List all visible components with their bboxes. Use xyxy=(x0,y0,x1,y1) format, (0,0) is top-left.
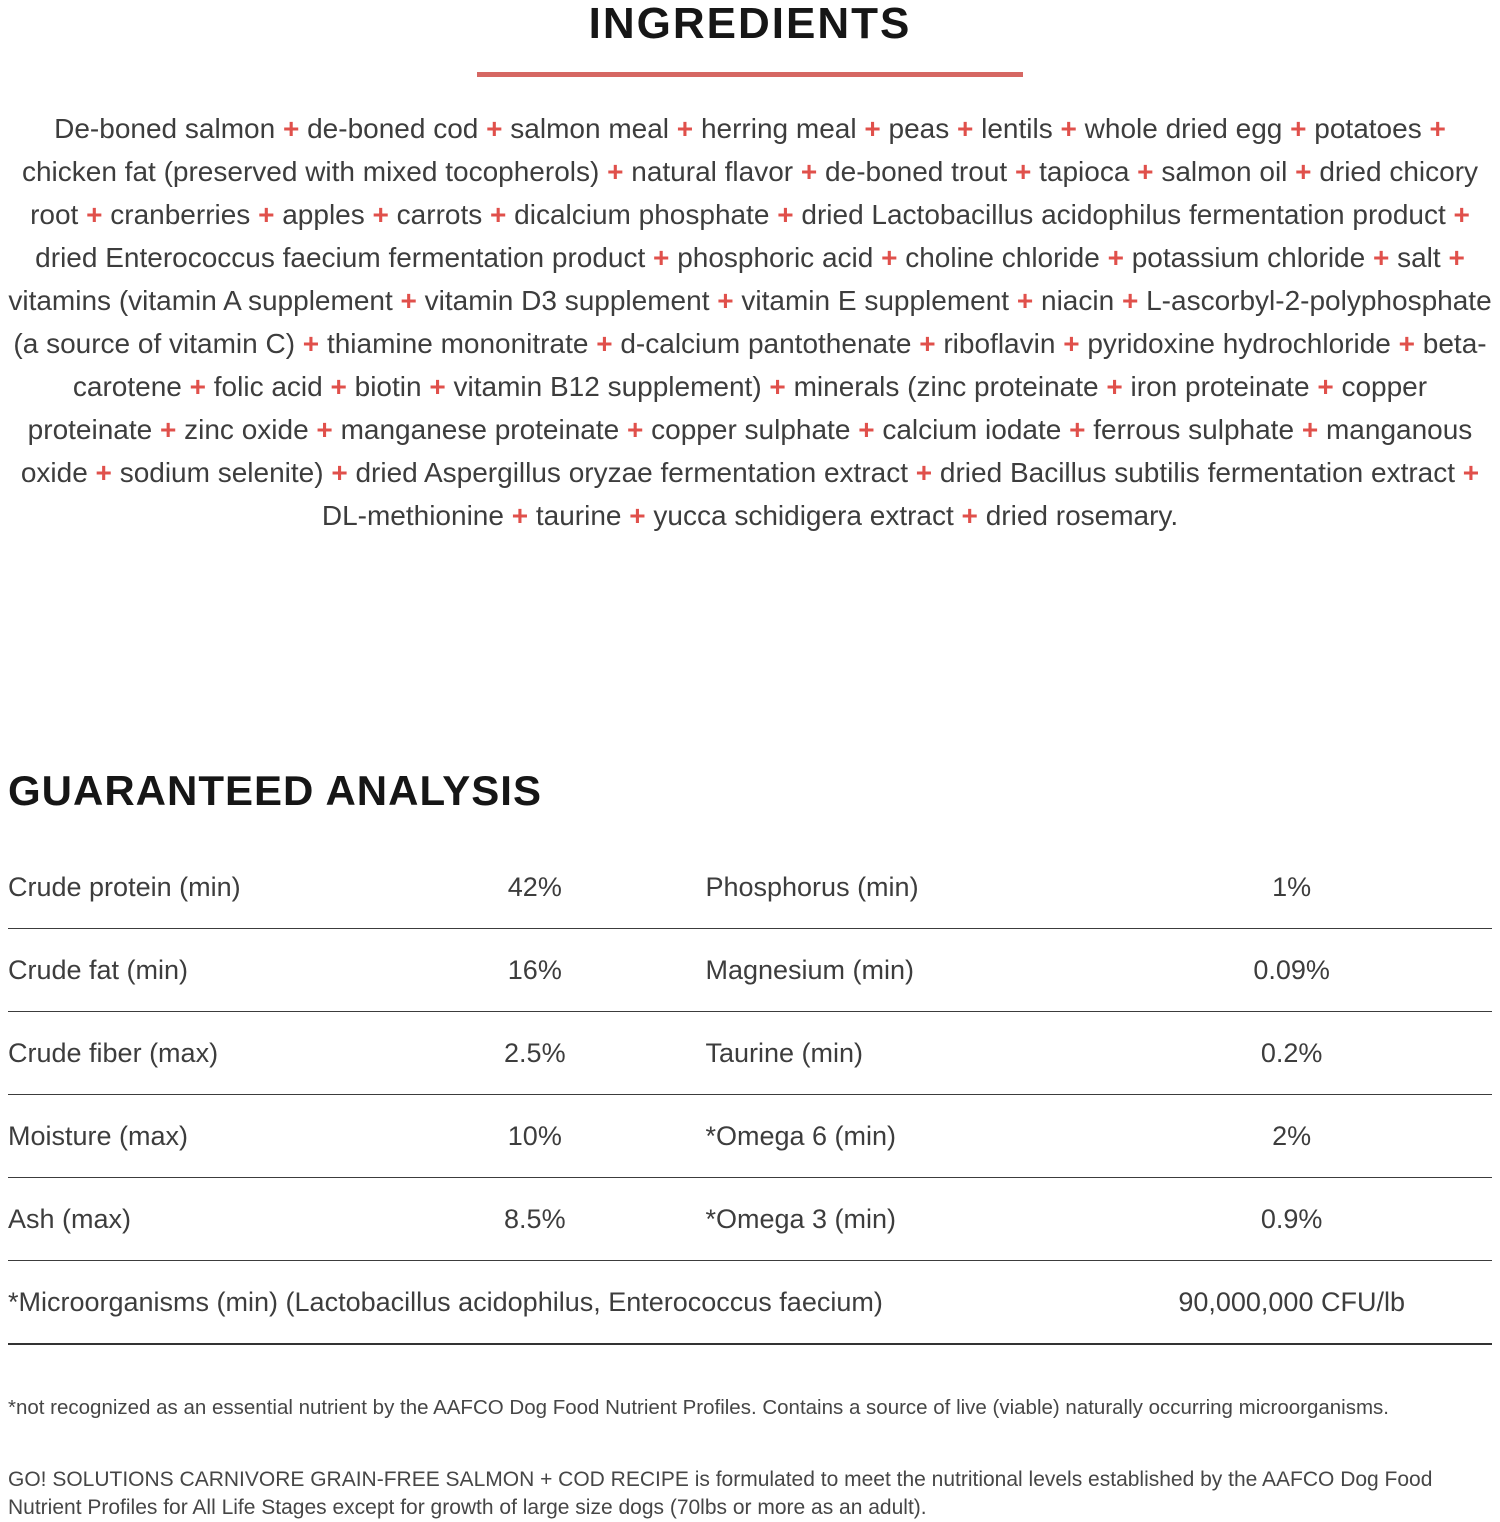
plus-separator: + xyxy=(308,414,341,445)
ingredient-item: biotin xyxy=(354,371,422,402)
plus-separator: + xyxy=(1309,371,1342,402)
plus-separator: + xyxy=(1098,371,1131,402)
table-row xyxy=(8,1095,1492,1178)
table-row xyxy=(8,846,1492,929)
nutrient-label: *Omega 3 (min) xyxy=(705,1203,897,1234)
ingredient-item: zinc oxide xyxy=(184,414,309,445)
nutrient-label: Crude fat (min) xyxy=(8,954,189,985)
microorganisms-label: *Microorganisms (min) (Lactobacillus acidophilus, Enterococcus faecium) xyxy=(8,1286,883,1317)
ingredient-item: riboflavin xyxy=(943,328,1056,359)
plus-separator: + xyxy=(793,156,826,187)
ingredient-item: folic acid xyxy=(213,371,323,402)
plus-separator: + xyxy=(364,199,397,230)
plus-separator: + xyxy=(621,500,654,531)
plus-separator: + xyxy=(1007,156,1040,187)
table-row xyxy=(8,929,1492,1012)
table-row xyxy=(8,1178,1492,1261)
nutrient-label: Magnesium (min) xyxy=(705,954,915,985)
ingredient-item: De-boned salmon xyxy=(54,113,276,144)
plus-separator: + xyxy=(1287,156,1320,187)
ingredient-item: d-calcium pantothenate xyxy=(620,328,912,359)
ingredient-item: lentils xyxy=(981,113,1053,144)
microorganisms-row xyxy=(8,1261,1492,1345)
ingredient-item: carrots xyxy=(396,199,483,230)
nutrient-label: Taurine (min) xyxy=(705,1037,864,1068)
ingredient-item: salmon oil xyxy=(1161,156,1288,187)
plus-separator: + xyxy=(949,113,982,144)
heading-underline xyxy=(477,72,1023,77)
ingredient-item: natural flavor xyxy=(631,156,794,187)
ingredient-item: potassium chloride xyxy=(1131,242,1366,273)
nutrient-label: Moisture (max) xyxy=(8,1120,189,1151)
plus-separator: + xyxy=(503,500,536,531)
ingredient-item: peas xyxy=(888,113,950,144)
ingredient-item: herring meal xyxy=(700,113,857,144)
plus-separator: + xyxy=(599,156,632,187)
ingredient-item: dried chicory root xyxy=(30,156,1479,230)
ingredient-item: dicalcium phosphate xyxy=(514,199,770,230)
plus-separator: + xyxy=(761,371,794,402)
plus-separator: + xyxy=(152,414,185,445)
plus-separator: + xyxy=(1114,285,1147,316)
plus-separator: + xyxy=(392,285,425,316)
ingredient-item: cranberries xyxy=(110,199,251,230)
ingredient-item: minerals (zinc proteinate xyxy=(793,371,1099,402)
ingredient-item: tapioca xyxy=(1039,156,1130,187)
plus-separator: + xyxy=(619,414,652,445)
plus-separator: + xyxy=(850,414,883,445)
plus-separator: + xyxy=(1445,199,1470,230)
plus-separator: + xyxy=(1365,242,1398,273)
ingredient-item: manganese proteinate xyxy=(340,414,620,445)
plus-separator: + xyxy=(1455,457,1480,488)
nutrient-value: 10% xyxy=(507,1120,562,1151)
plus-separator: + xyxy=(911,328,944,359)
nutrient-value: 2% xyxy=(1272,1120,1312,1151)
ingredient-item: dried Enterococcus faecium fermentation product xyxy=(35,242,646,273)
ingredient-item: chicken fat (preserved with mixed tocopherols) xyxy=(21,156,600,187)
plus-separator: + xyxy=(1282,113,1315,144)
plus-separator: + xyxy=(275,113,308,144)
nutrient-value: 8.5% xyxy=(504,1203,566,1234)
plus-separator: + xyxy=(78,199,111,230)
plus-separator: + xyxy=(873,242,906,273)
ingredients-text xyxy=(8,107,1492,580)
ingredient-item: vitamin B12 supplement) xyxy=(453,371,762,402)
table-row xyxy=(8,1012,1492,1095)
nutrient-value: 0.09% xyxy=(1253,954,1330,985)
nutrient-label: Crude fiber (max) xyxy=(8,1037,219,1068)
ingredient-item: vitamin D3 supplement xyxy=(424,285,710,316)
ingredient-item: thiamine mononitrate xyxy=(326,328,589,359)
microorganisms-value: 90,000,000 CFU/lb xyxy=(1178,1286,1405,1317)
ingredient-item: copper proteinate xyxy=(27,371,1428,445)
plus-separator: + xyxy=(907,457,940,488)
ingredient-item: salmon meal xyxy=(510,113,670,144)
ingredient-item: dried Aspergillus oryzae fermentation extract xyxy=(355,457,908,488)
nutrient-label: Ash (max) xyxy=(8,1203,132,1234)
ingredient-item: vitamins (vitamin A supplement xyxy=(8,285,393,316)
nutrient-label: Phosphorus (min) xyxy=(705,871,919,902)
aafco-footnote: *not recognized as an essential nutrient by the AAFCO Dog Food Nutrient Profiles. Contains a source of live (viable) naturally occurring microorganisms. xyxy=(8,1395,1389,1419)
ingredient-item: choline chloride xyxy=(905,242,1100,273)
ingredients-heading: INGREDIENTS xyxy=(588,0,912,48)
ingredient-item: ferrous sulphate xyxy=(1093,414,1295,445)
plus-separator: + xyxy=(1294,414,1326,445)
ingredient-item: iron proteinate xyxy=(1130,371,1310,402)
ingredient-item: de-boned cod xyxy=(307,113,479,144)
plus-separator: + xyxy=(1099,242,1132,273)
nutrient-label: *Omega 6 (min) xyxy=(705,1120,897,1151)
plus-separator: + xyxy=(478,113,511,144)
plus-separator: + xyxy=(1390,328,1423,359)
nutrient-value: 1% xyxy=(1272,871,1312,902)
ingredient-item: manganous oxide xyxy=(20,414,1473,488)
plus-separator: + xyxy=(181,371,214,402)
ingredient-item: niacin xyxy=(1041,285,1115,316)
nutrient-value: 42% xyxy=(507,871,562,902)
ingredient-item: dried rosemary. xyxy=(985,500,1179,531)
nutrient-value: 16% xyxy=(507,954,562,985)
plus-separator: + xyxy=(669,113,701,144)
guaranteed-analysis-heading: GUARANTEED ANALYSIS xyxy=(8,767,542,814)
nutrient-value: 0.9% xyxy=(1260,1203,1323,1234)
plus-separator: + xyxy=(322,371,355,402)
plus-separator: + xyxy=(856,113,889,144)
plus-separator: + xyxy=(1009,285,1042,316)
ingredient-item: potatoes xyxy=(1314,113,1422,144)
plus-separator: + xyxy=(1440,242,1465,273)
plus-separator: + xyxy=(1055,328,1088,359)
analysis-table xyxy=(8,846,1492,1345)
ingredient-item: salt xyxy=(1397,242,1441,273)
plus-separator: + xyxy=(1052,113,1085,144)
nutrient-value: 0.2% xyxy=(1260,1037,1323,1068)
ingredient-item: vitamin E supplement xyxy=(741,285,1010,316)
plus-separator: + xyxy=(250,199,283,230)
ingredient-item: calcium iodate xyxy=(882,414,1062,445)
plus-separator: + xyxy=(588,328,621,359)
plus-separator: + xyxy=(709,285,742,316)
ingredient-item: taurine xyxy=(535,500,622,531)
ingredient-item: DL-methionine xyxy=(321,500,504,531)
plus-separator: + xyxy=(482,199,515,230)
ingredient-item: apples xyxy=(282,199,365,230)
plus-separator: + xyxy=(1061,414,1094,445)
plus-separator: + xyxy=(295,328,327,359)
plus-separator: + xyxy=(1129,156,1162,187)
ingredient-item: pyridoxine hydrochloride xyxy=(1087,328,1391,359)
plus-separator: + xyxy=(645,242,678,273)
plus-separator: + xyxy=(1421,113,1446,144)
ingredient-item: sodium selenite) xyxy=(119,457,324,488)
plus-separator: + xyxy=(87,457,120,488)
ingredient-item: L-ascorbyl-2-polyphosphate (a source of vitamin C) xyxy=(13,285,1492,359)
nutrient-value: 2.5% xyxy=(504,1037,566,1068)
ingredient-item: yucca schidigera extract xyxy=(653,500,954,531)
ingredient-item: phosphoric acid xyxy=(677,242,874,273)
ingredient-item: dried Lactobacillus acidophilus fermentation product xyxy=(801,199,1446,230)
nutrient-label: Crude protein (min) xyxy=(8,871,241,902)
ingredient-item: dried Bacillus subtilis fermentation extract xyxy=(939,457,1456,488)
ingredient-item: de-boned trout xyxy=(825,156,1008,187)
ingredient-item: copper sulphate xyxy=(651,414,851,445)
plus-separator: + xyxy=(323,457,356,488)
plus-separator: + xyxy=(769,199,802,230)
ingredient-item: whole dried egg xyxy=(1084,113,1283,144)
plus-separator: + xyxy=(421,371,454,402)
formulation-note: GO! SOLUTIONS CARNIVORE GRAIN-FREE SALMON + COD RECIPE is formulated to meet the nutritional levels established by the AAFCO Dog Food Nutrient Profiles for All Life Stages except for growth of large size dogs (70lbs or more as an adult). xyxy=(8,1467,1433,1519)
ingredient-item: beta-carotene xyxy=(72,328,1487,402)
plus-separator: + xyxy=(953,500,986,531)
